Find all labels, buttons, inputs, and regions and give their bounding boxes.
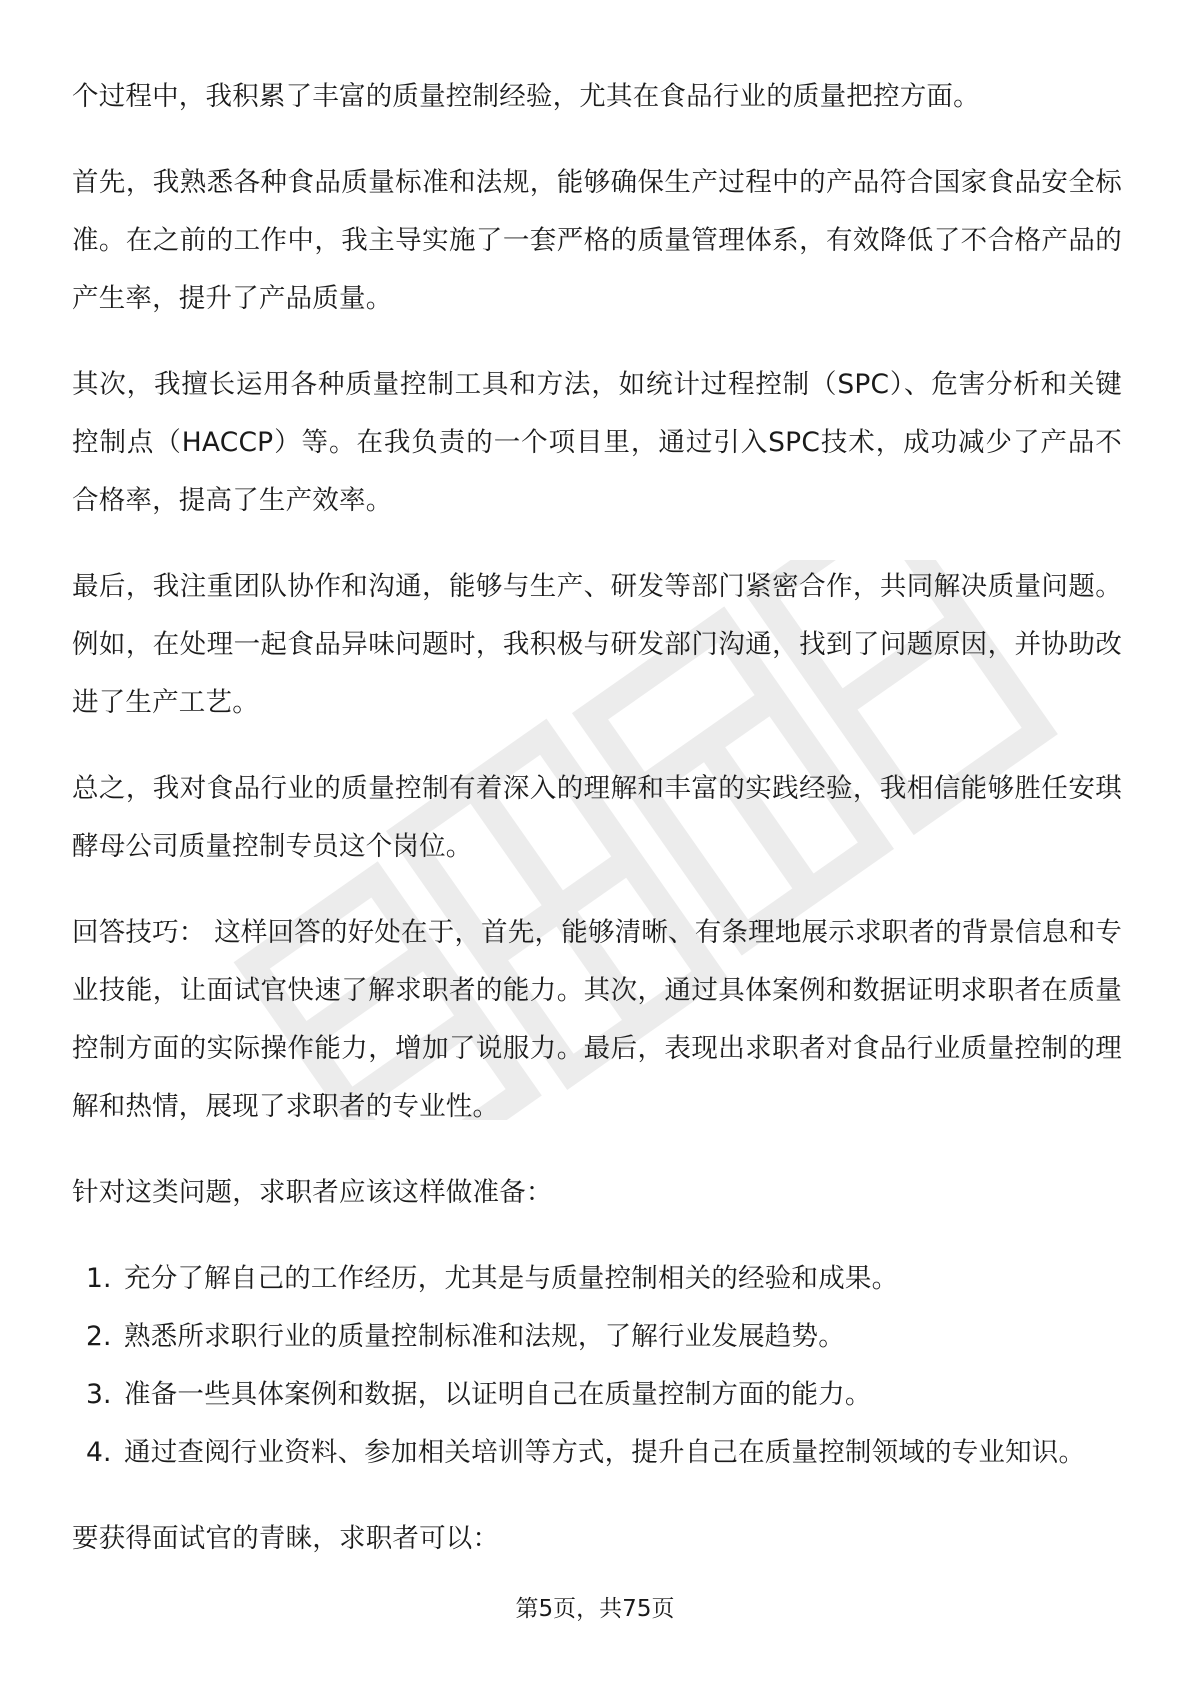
paragraph: 总之，我对食品行业的质量控制有着深入的理解和丰富的实践经验，我相信能够胜任安琪酵母公司质量控制专员这个岗位。 bbox=[72, 773, 1122, 862]
paragraph: 针对这类问题，求职者应该这样做准备： bbox=[72, 1177, 553, 1208]
list-text: 熟悉所求职行业的质量控制标准和法规，了解行业发展趋势。 bbox=[124, 1321, 845, 1352]
document-body bbox=[72, 68, 1122, 1596]
paragraph: 回答技巧： 这样回答的好处在于，首先，能够清晰、有条理地展示求职者的背景信息和专业技能，让面试官快速了解求职者的能力。其次，通过具体案例和数据证明求职者在质量控制方面的实际操作能力，增加了说服力。最后，表现出求职者对食品行业质量控制的理解和热情，展现了求职者的专业性。 bbox=[72, 917, 1122, 1122]
list-item bbox=[72, 1308, 1122, 1366]
list-number: 2. bbox=[86, 1321, 112, 1352]
list-number: 4. bbox=[86, 1437, 112, 1468]
paragraph: 最后，我注重团队协作和沟通，能够与生产、研发等部门紧密合作，共同解决质量问题。例如，在处理一起食品异味问题时，我积极与研发部门沟通，找到了问题原因，并协助改进了生产工艺。 bbox=[72, 571, 1122, 718]
list-item bbox=[72, 1250, 1122, 1308]
list-text: 充分了解自己的工作经历，尤其是与质量控制相关的经验和成果。 bbox=[124, 1263, 899, 1294]
paragraph: 要获得面试官的青睐，求职者可以： bbox=[72, 1523, 500, 1554]
list-item bbox=[72, 1424, 1122, 1482]
page-footer: 第5页，共75页 bbox=[515, 1596, 675, 1622]
list-text: 准备一些具体案例和数据，以证明自己在质量控制方面的能力。 bbox=[124, 1379, 872, 1410]
list-item bbox=[72, 1366, 1122, 1424]
list-number: 1. bbox=[86, 1263, 112, 1294]
paragraph: 首先，我熟悉各种食品质量标准和法规，能够确保生产过程中的产品符合国家食品安全标准。在之前的工作中，我主导实施了一套严格的质量管理体系，有效降低了不合格产品的产生率，提升了产品质量。 bbox=[72, 167, 1122, 314]
list-text: 通过查阅行业资料、参加相关培训等方式，提升自己在质量控制领域的专业知识。 bbox=[124, 1437, 1086, 1468]
list-number: 3. bbox=[86, 1379, 112, 1410]
paragraph: 个过程中，我积累了丰富的质量控制经验，尤其在食品行业的质量把控方面。 bbox=[72, 81, 980, 112]
preparation-list bbox=[72, 1250, 1122, 1482]
paragraph: 其次，我擅长运用各种质量控制工具和方法，如统计过程控制（SPC）、危害分析和关键控制点（HACCP）等。在我负责的一个项目里，通过引入SPC技术，成功减少了产品不合格率，提高了生产效率。 bbox=[72, 369, 1122, 516]
